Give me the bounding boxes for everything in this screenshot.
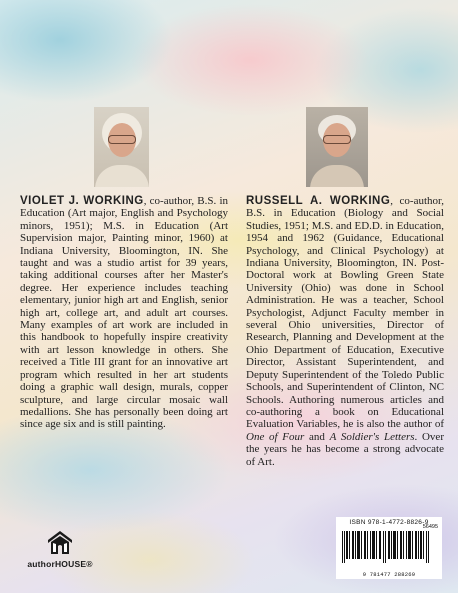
isbn-label: ISBN 978-1-4772-8826-9	[349, 519, 429, 526]
book-title-one-of-four: One of Four	[246, 430, 305, 443]
author-name-russell: RUSSELL A. WORKING	[246, 195, 391, 207]
book-title-soldiers-letters: A Soldier's Letters	[329, 430, 415, 443]
bio-text-russell-1: , co-author, B.S. in Education (Biology and Social Studies, 1951; M.S. and ED.D. in Education, 1954 and 1962 (Guidance, Educational Psychology, and Clinical Psychology) at Indiana University, Bloomington, IN. Post-Doctoral work at Bowling Green State University (Ohio) was done in School Administration. He was a teacher, School Psychologist, Adjunct Faculty member in several Ohio universities, Director of Research, Planning and Development at the Ohio Department of Education, Executive Director, Assistant Superintendent, and Deputy Superintendent of the Toledo Public Schools, and Superintendent of Clinton, NC Schools. Authoring numerous articles and co-authoring a book on Educational Evaluation Variables, he is also the author of	[246, 195, 444, 431]
publisher-name: authorHOUSE®	[27, 559, 93, 569]
price-code: 56495	[422, 524, 438, 530]
author-photo-russell	[306, 107, 368, 187]
bio-text-violet: , co-author, B.S. in Education (Art major, English and Psychology minors, 1951); M.S. in Education (Art Supervision major, Painting minor, 1960) at Indiana University, Bloomington, IN. She taught and was a studio artist for 39 years, taking additional courses after her Master's degree. Her experience includes teaching elementary, junior high art and English, senior high art, college art, and adult art courses. Many examples of art work are included in this handbook to hopefully inspire creativity with art lesson knowledge in others. She received a Title III grant for an innovative art program which resulted in her art students doing a graphic wall design, murals, copper sculpture, and large circular mosaic wall medallions. She has personally been doing art since age six and is still painting.	[20, 195, 228, 431]
bio-text-russell-2: and	[304, 430, 330, 443]
author-bio-violet	[20, 195, 228, 431]
barcode-bars	[340, 529, 438, 569]
barcode-number: 9 781477 288269	[362, 571, 416, 578]
bio-text-russell-3: . Over the years he has become a strong advocate of Art.	[246, 430, 444, 468]
author-name-violet: VIOLET J. WORKING	[20, 195, 144, 207]
publisher-logo	[24, 527, 96, 569]
author-photo-violet	[94, 107, 149, 187]
house-book-icon	[45, 527, 75, 557]
barcode	[336, 517, 442, 579]
author-bio-russell	[246, 195, 444, 468]
